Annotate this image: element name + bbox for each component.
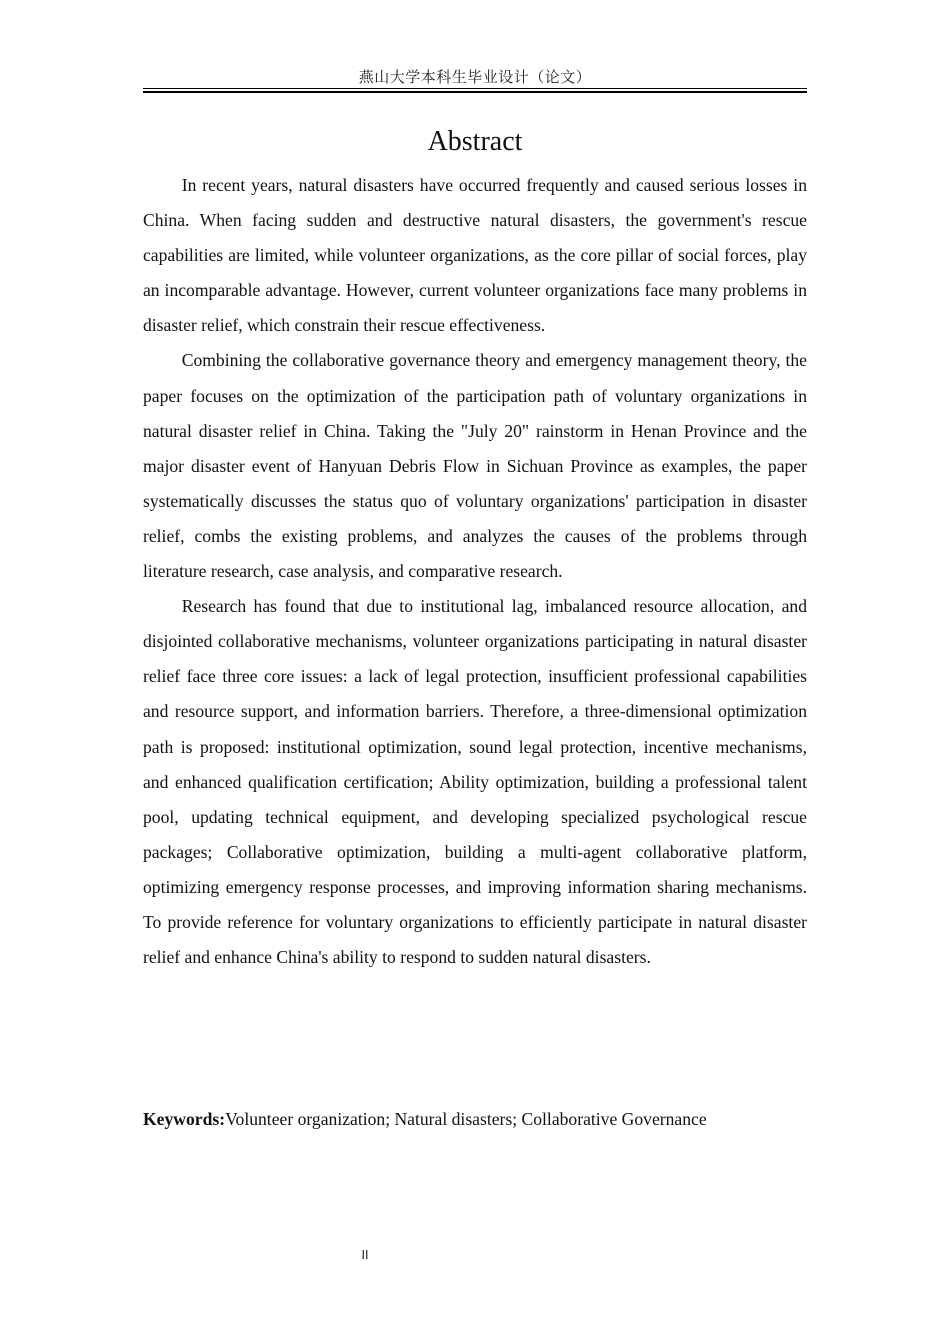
- abstract-title: Abstract: [427, 126, 523, 157]
- keywords-line: [143, 1102, 807, 1137]
- keywords-label: Keywords:: [143, 1109, 226, 1129]
- header-double-rule: [143, 88, 807, 93]
- abstract-body: [143, 168, 807, 975]
- abstract-paragraph-2: Combining the collaborative governance theory and emergency management theory, the paper focuses on the optimization of the participation path of voluntary organizations in natural disaster relief in China. Taking the "July 20" rainstorm in Henan Province and the major disaster event of Hanyuan Debris Flow in Sichuan Province as examples, the paper systematically discusses the status quo of voluntary organizations' participation in disaster relief, combs the existing problems, and analyzes the causes of the problems through literature research, case analysis, and comparative research.: [143, 350, 807, 582]
- abstract-paragraph-3: Research has found that due to institutional lag, imbalanced resource allocation, and disjointed collaborative mechanisms, volunteer organizations participating in natural disaster relief face three core issues: a lack of legal protection, insufficient professional capabilities and resource support, and information barriers. Therefore, a three-dimensional optimization path is proposed: institutional optimization, sound legal protection, incentive mechanisms, and enhanced qualification certification; Ability optimization, building a professional talent pool, updating technical equipment, and developing specialized psychological rescue packages; Collaborative optimization, building a multi-agent collaborative platform, optimizing emergency response processes, and improving information sharing mechanisms. To provide reference for voluntary organizations to efficiently participate in natural disaster relief and enhance China's ability to respond to sudden natural disasters.: [143, 596, 807, 968]
- running-header-title: 燕山大学本科生毕业设计（论文）: [358, 68, 592, 86]
- page-number: II: [361, 1248, 369, 1262]
- abstract-paragraph-1: In recent years, natural disasters have occurred frequently and caused serious losses in China. When facing sudden and destructive natural disasters, the government's rescue capabilities are limited, while volunteer organizations, as the core pillar of social forces, play an incomparable advantage. However, current volunteer organizations face many problems in disaster relief, which constrain their rescue effectiveness.: [143, 175, 807, 336]
- keywords-text: Volunteer organization; Natural disasters; Collaborative Governance: [225, 1109, 707, 1129]
